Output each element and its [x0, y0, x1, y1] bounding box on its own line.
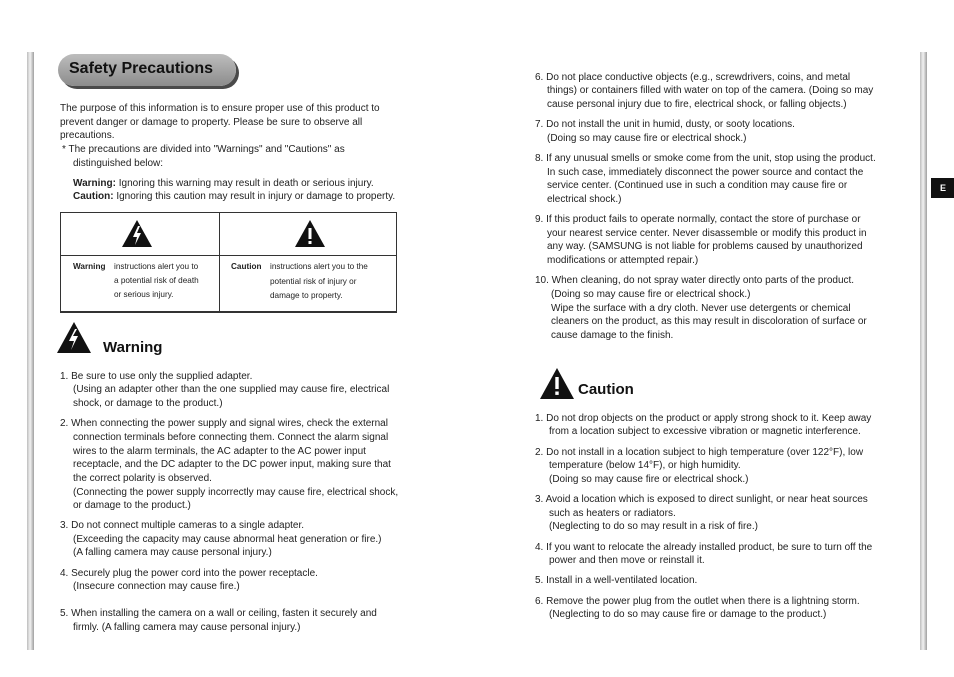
warning-item-1: 1. Be sure to use only the supplied adapter.	[60, 371, 253, 382]
caution-definition	[73, 190, 395, 204]
caution-item-5: 5. Install in a well-ventilated location.	[535, 575, 698, 586]
table-warning-label-text: Warning	[73, 262, 106, 271]
warning-definition	[73, 177, 374, 191]
warning-item-1-l3: shock, or damage to the product.)	[73, 398, 223, 409]
right-item-8: 8. If any unusual smells or smoke come from the unit, stop using the product.	[535, 153, 876, 164]
table-warning-l2: a potential risk of death	[114, 276, 199, 285]
right-item-9-l2: your nearest service center. Never disassemble or modify this product in	[547, 228, 867, 239]
warning-item-3-l2: (Exceeding the capacity may cause abnormal heat generation or fire.)	[73, 534, 382, 545]
caution-item-4: 4. If you want to relocate the already installed product, be sure to turn off the	[535, 542, 873, 553]
warning-item-4: 4. Securely plug the power cord into the power receptacle.	[60, 568, 318, 579]
table-caution-l3: damage to property.	[270, 291, 343, 300]
right-item-8-l4: electrical shock.)	[547, 194, 622, 205]
intro-note-2: distinguished below:	[73, 158, 164, 169]
right-item-9-l3: any way. (SAMSUNG is not liable for problems caused by unauthorized	[547, 241, 863, 252]
right-item-10-l3: Wipe the surface with a dry cloth. Never use detergents or chemical	[551, 303, 851, 314]
right-item-9-l4: modifications or attempted repair.)	[547, 255, 699, 266]
language-tab-e: E	[931, 178, 954, 198]
caution-definition-label: Caution:	[73, 191, 114, 202]
warning-item-1-l2: (Using an adapter other than the one supplied may cause fire, electrical	[73, 384, 390, 395]
warning-item-2-l4: receptacle, and the DC adapter to the DC power input, making sure that	[73, 459, 391, 470]
right-page-edge-bar	[920, 52, 927, 650]
exclamation-warning-icon	[295, 220, 325, 247]
left-page-edge-bar	[27, 52, 34, 650]
title-banner	[58, 54, 236, 86]
caution-item-3-l2: such as heaters or radiators.	[549, 508, 676, 519]
warning-item-2-l5: the correct polarity is observed.	[73, 473, 212, 484]
intro-line-2: prevent danger or damage to property. Please be sure to observe all	[60, 117, 363, 128]
caution-item-2-l2: temperature (below 14°F), or high humidity.	[549, 460, 741, 471]
warning-item-3-l3: (A falling camera may cause personal injury.)	[73, 547, 272, 558]
warning-definition-label: Warning:	[73, 178, 116, 189]
right-item-8-l3: service center. (Continued use in such a condition may cause fire or	[547, 180, 848, 191]
right-item-9: 9. If this product fails to operate normally, contact the store of purchase or	[535, 214, 861, 225]
right-item-10-l2: (Doing so may cause fire or electrical shock.)	[551, 289, 751, 300]
caution-heading: Caution	[578, 381, 634, 398]
warning-item-2-l2: connection terminals before connecting them. Connect the alarm signal	[73, 432, 389, 443]
caution-item-6: 6. Remove the power plug from the outlet when there is a lightning storm.	[535, 596, 860, 607]
right-item-10-l4: cleaners on the product, as this may result in discoloration of surface or	[551, 316, 867, 327]
right-item-7-l2: (Doing so may cause fire or electrical shock.)	[547, 133, 747, 144]
warning-item-5: 5. When installing the camera on a wall or ceiling, fasten it securely and	[60, 608, 377, 619]
table-warning-l1: instructions alert you to	[114, 262, 199, 271]
table-caution-label-text: Caution	[231, 262, 262, 271]
warning-item-4-l2: (Insecure connection may cause fire.)	[73, 581, 240, 592]
caution-item-3-l3: (Neglecting to do so may result in a risk of fire.)	[549, 521, 758, 532]
caution-definition-text: Ignoring this caution may result in injury or damage to property.	[113, 191, 396, 202]
table-caution-label	[231, 260, 261, 274]
warning-item-2-l6: (Connecting the power supply incorrectly may cause fire, electrical shock,	[73, 487, 399, 498]
caution-heading-icon	[540, 368, 574, 399]
right-item-7: 7. Do not install the unit in humid, dusty, or sooty locations.	[535, 119, 795, 130]
warning-item-2-l7: or damage to the product.)	[73, 500, 191, 511]
warning-heading-icon	[57, 322, 91, 353]
symbol-table	[60, 212, 397, 313]
right-item-10: 10. When cleaning, do not spray water directly onto parts of the product.	[535, 275, 855, 286]
caution-item-3: 3. Avoid a location which is exposed to direct sunlight, or near heat sources	[535, 494, 868, 505]
warning-item-3: 3. Do not connect multiple cameras to a single adapter.	[60, 520, 305, 531]
warning-definition-text: Ignoring this warning may result in death or serious injury.	[115, 178, 374, 189]
caution-item-1: 1. Do not drop objects on the product or apply strong shock to it. Keep away	[535, 413, 872, 424]
warning-item-2-l3: wires to the alarm terminals, the AC adapter to the AC power input	[73, 446, 366, 457]
caution-item-2: 2. Do not install in a location subject to high temperature (over 122°F), low	[535, 447, 864, 458]
caution-item-2-l3: (Doing so may cause fire or electrical shock.)	[549, 474, 749, 485]
right-item-6-l3: cause personal injury due to fire, electrical shock, or falling objects.)	[547, 99, 847, 110]
caution-item-4-l2: power and then move or reinstall it.	[549, 555, 705, 566]
table-warning-label	[73, 260, 105, 274]
warning-item-2: 2. When connecting the power supply and signal wires, check the external	[60, 418, 388, 429]
warning-item-5-l2: firmly. (A falling camera may cause personal injury.)	[73, 622, 301, 633]
caution-item-1-l2: from a location subject to excessive vibration or magnetic interference.	[549, 426, 861, 437]
right-item-6-l2: things) or containers filled with water on top of the camera. (Doing so may	[547, 85, 874, 96]
right-item-6: 6. Do not place conductive objects (e.g., screwdrivers, coins, and metal	[535, 72, 851, 83]
right-item-10-l5: cause damage to the finish.	[551, 330, 674, 341]
page-title: Safety Precautions	[69, 60, 214, 77]
right-item-8-l2: In such case, immediately disconnect the power source and contact the	[547, 167, 864, 178]
intro-note-1: * The precautions are divided into "Warnings" and "Cautions" as	[62, 144, 345, 155]
table-caution-l1: instructions alert you to the	[270, 262, 368, 271]
table-caution-l2: potential risk of injury or	[270, 277, 357, 286]
intro-line-3: precautions.	[60, 130, 115, 141]
intro-line-1: The purpose of this information is to ensure proper use of this product to	[60, 103, 380, 114]
warning-heading: Warning	[103, 339, 163, 356]
lightning-warning-icon	[122, 220, 152, 247]
caution-item-6-l2: (Neglecting to do so may cause fire or damage to the product.)	[549, 609, 827, 620]
table-warning-l3: or serious injury.	[114, 290, 174, 299]
